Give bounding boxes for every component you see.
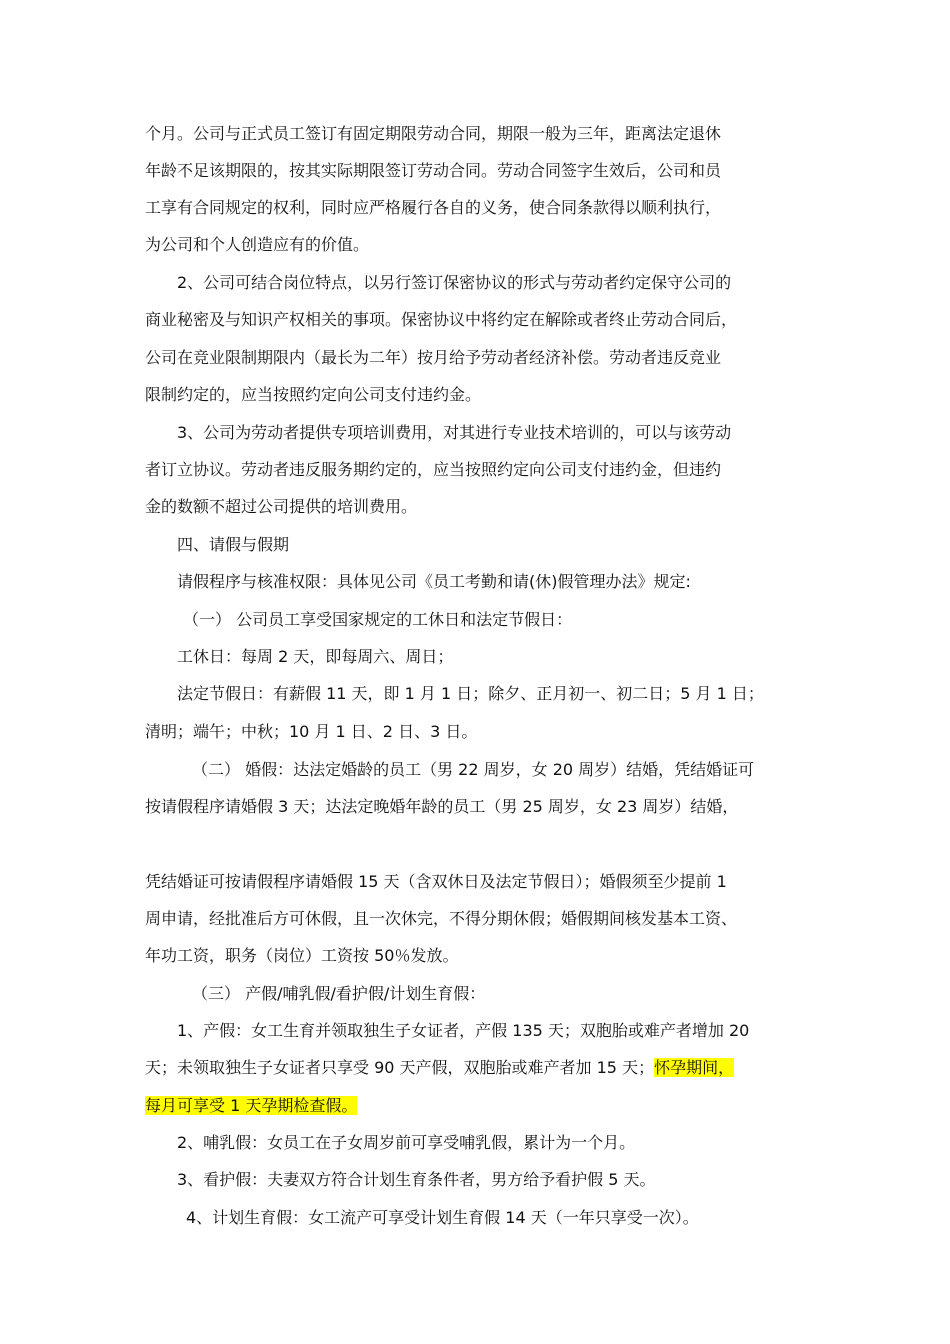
para-line: 2、哺乳假：女员工在子女周岁前可享受哺乳假，累计为一个月。: [177, 1133, 636, 1152]
subsection-heading: （二） 婚假：达法定婚龄的员工（男 22 周岁，女 20 周岁）结婚，凭结婚证可: [192, 760, 755, 779]
para-line: 3、看护假：夫妻双方符合计划生育条件者，男方给予看护假 5 天。: [177, 1170, 656, 1189]
para-line: 4、计划生育假：女工流产可享受计划生育假 14 天（一年只享受一次）。: [186, 1208, 699, 1227]
para-line: 工享有合同规定的权利，同时应严格履行各自的义务，使合同条款得以顺利执行，: [145, 198, 722, 217]
para-line: 凭结婚证可按请假程序请婚假 15 天（含双休日及法定节假日）；婚假须至少提前 1: [145, 872, 727, 891]
para-line: 1、产假：女工生育并领取独生子女证者，产假 135 天；双胞胎或难产者增加 20: [177, 1021, 750, 1040]
subsection-heading: （三） 产假/哺乳假/看护假/计划生育假：: [192, 984, 486, 1003]
subsection-heading: （一） 公司员工享受国家规定的工休日和法定节假日：: [183, 610, 573, 629]
para-line: 者订立协议。劳动者违反服务期约定的，应当按照约定向公司支付违约金，但违约: [145, 460, 722, 479]
highlighted-text: 每月可享受 1 天孕期检查假。: [145, 1096, 358, 1115]
highlighted-text: 怀孕期间，: [654, 1058, 735, 1077]
para-line: 商业秘密及与知识产权相关的事项。保密协议中将约定在解除或者终止劳动合同后，: [145, 310, 738, 329]
para-line: 年功工资，职务（岗位）工资按 50％发放。: [145, 946, 459, 965]
para-line: 法定节假日：有薪假 11 天，即 1 月 1 日；除夕、正月初一、初二日；5 月 1 日；: [177, 684, 764, 703]
para-line: 个月。公司与正式员工签订有固定期限劳动合同，期限一般为三年，距离法定退休: [145, 124, 722, 143]
para-line: 清明；端午；中秋；10 月 1 日、2 日、3 日。: [145, 722, 478, 741]
para-line: 按请假程序请婚假 3 天；达法定晚婚年龄的员工（男 25 周岁，女 23 周岁）结婚，: [145, 797, 739, 816]
para-text: 天；未领取独生子女证者只享受 90 天产假，双胞胎或难产者加 15 天；: [145, 1058, 655, 1077]
para-line: 2、公司可结合岗位特点，以另行签订保密协议的形式与劳动者约定保守公司的: [177, 273, 732, 292]
para-line: 工休日：每周 2 天，即每周六、周日；: [177, 647, 454, 666]
section-heading: 四、请假与假期: [177, 535, 290, 554]
para-line: 请假程序与核准权限：具体见公司《员工考勤和请(休)假管理办法》规定:: [177, 572, 691, 591]
para-line: 公司在竞业限制期限内（最长为二年）按月给予劳动者经济补偿。劳动者违反竞业: [145, 348, 722, 367]
para-line: 周申请，经批准后方可休假，且一次休完，不得分期休假；婚假期间核发基本工资、: [145, 909, 738, 928]
para-line: 年龄不足该期限的，按其实际期限签订劳动合同。劳动合同签字生效后，公司和员: [145, 161, 722, 180]
para-line: [145, 1094, 357, 1118]
para-line: 为公司和个人创造应有的价值。: [145, 235, 370, 254]
para-line: 限制约定的，应当按照约定向公司支付违约金。: [145, 385, 482, 404]
para-line: [145, 1056, 734, 1080]
para-line: 3、公司为劳动者提供专项培训费用，对其进行专业技术培训的，可以与该劳动: [177, 423, 732, 442]
para-line: 金的数额不超过公司提供的培训费用。: [145, 497, 418, 516]
